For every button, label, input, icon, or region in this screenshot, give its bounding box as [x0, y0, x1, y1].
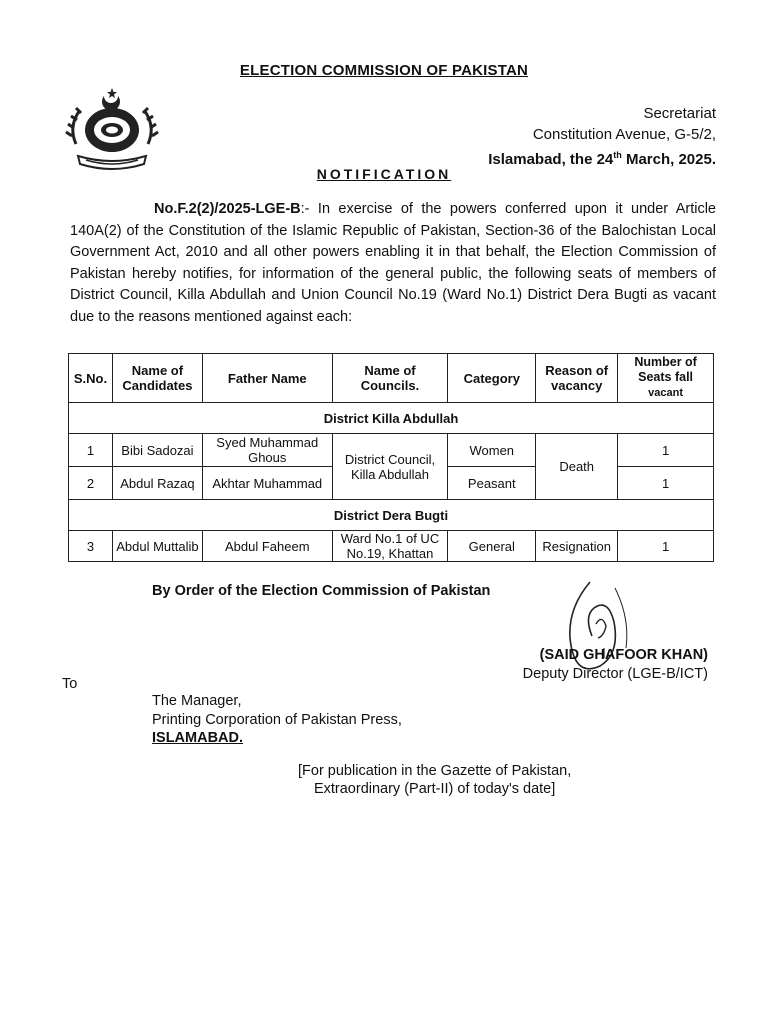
cell-seats: 1 — [618, 434, 714, 467]
issue-date: Islamabad, the 24th March, 2025. — [488, 150, 716, 168]
body-text: :- In exercise of the powers conferred upon it under Article 140A(2) of the Constitution of the Islamic Republic of Pakistan, Section-36 of the Balochistan Local Government Act, 2010 and all other powers enabling it in that behalf, the Election Commission of Pakistan hereby notifies, for information of the general public, the following seats of members of District Council, Killa Abdullah and Union Council No.19 (Ward No.1) District Dera Bugti as vacant due to the reasons mentioned against each: — [70, 201, 716, 325]
address-line-2: Constitution Avenue, G-5/2, — [532, 126, 716, 143]
cell-name: Bibi Sadozai — [112, 434, 202, 467]
header-council: Name of Councils. — [332, 354, 448, 403]
cell-reason: Resignation — [536, 531, 618, 562]
header-father: Father Name — [202, 354, 332, 403]
cell-council: Ward No.1 of UC No.19, Khattan — [332, 531, 448, 562]
notification-body — [70, 199, 716, 328]
table-row — [69, 434, 714, 467]
cell-category: Peasant — [448, 467, 536, 500]
group-heading-dera-bugti: District Dera Bugti — [69, 500, 714, 531]
address-line-1: Secretariat — [643, 105, 716, 122]
recipient-block — [152, 692, 402, 748]
cell-seats: 1 — [618, 467, 714, 500]
header-reason: Reason of vacancy — [536, 354, 618, 403]
cell-category: Women — [448, 434, 536, 467]
cell-sno: 3 — [69, 531, 113, 562]
table-row — [69, 531, 714, 562]
cell-council: District Council, Killa Abdullah — [332, 434, 448, 500]
page-title: ELECTION COMMISSION OF PAKISTAN — [239, 62, 529, 79]
header-seats: Number of Seats fall vacant — [618, 354, 714, 403]
to-label: To — [62, 676, 78, 692]
vacant-seats-table — [68, 353, 714, 562]
recipient-line-1: The Manager, — [152, 693, 242, 709]
cell-name: Abdul Razaq — [112, 467, 202, 500]
group-heading-killa-abdullah: District Killa Abdullah — [69, 403, 714, 434]
cell-reason: Death — [536, 434, 618, 500]
notification-heading: NOTIFICATION — [316, 166, 452, 182]
reference-number: No.F.2(2)/2025-LGE-B — [154, 201, 301, 217]
recipient-city: ISLAMABAD. — [152, 730, 244, 746]
publication-line-1: [For publication in the Gazette of Pakistan, — [298, 763, 572, 779]
cell-father: Abdul Faheem — [202, 531, 332, 562]
cell-father: Akhtar Muhammad — [202, 467, 332, 500]
table-header-row — [69, 354, 714, 403]
cell-name: Abdul Muttalib — [112, 531, 202, 562]
recipient-line-2: Printing Corporation of Pakistan Press, — [152, 711, 402, 728]
cell-sno: 2 — [69, 467, 113, 500]
cell-sno: 1 — [69, 434, 113, 467]
cell-category: General — [448, 531, 536, 562]
signer-block — [523, 646, 708, 684]
publication-note — [298, 762, 571, 798]
cell-father: Syed Muhammad Ghous — [202, 434, 332, 467]
publication-line-2: Extraordinary (Part-II) of today's date] — [313, 781, 556, 797]
header-sno: S.No. — [69, 354, 113, 403]
order-line: By Order of the Election Commission of Pakistan — [152, 583, 491, 599]
signer-designation: Deputy Director (LGE-B/ICT) — [522, 666, 708, 682]
state-emblem-icon — [62, 86, 162, 178]
cell-seats: 1 — [618, 531, 714, 562]
signer-name: (SAID GHAFOOR KHAN) — [539, 647, 708, 663]
office-address — [488, 103, 716, 170]
header-category: Category — [448, 354, 536, 403]
header-name: Name of Candidates — [112, 354, 202, 403]
